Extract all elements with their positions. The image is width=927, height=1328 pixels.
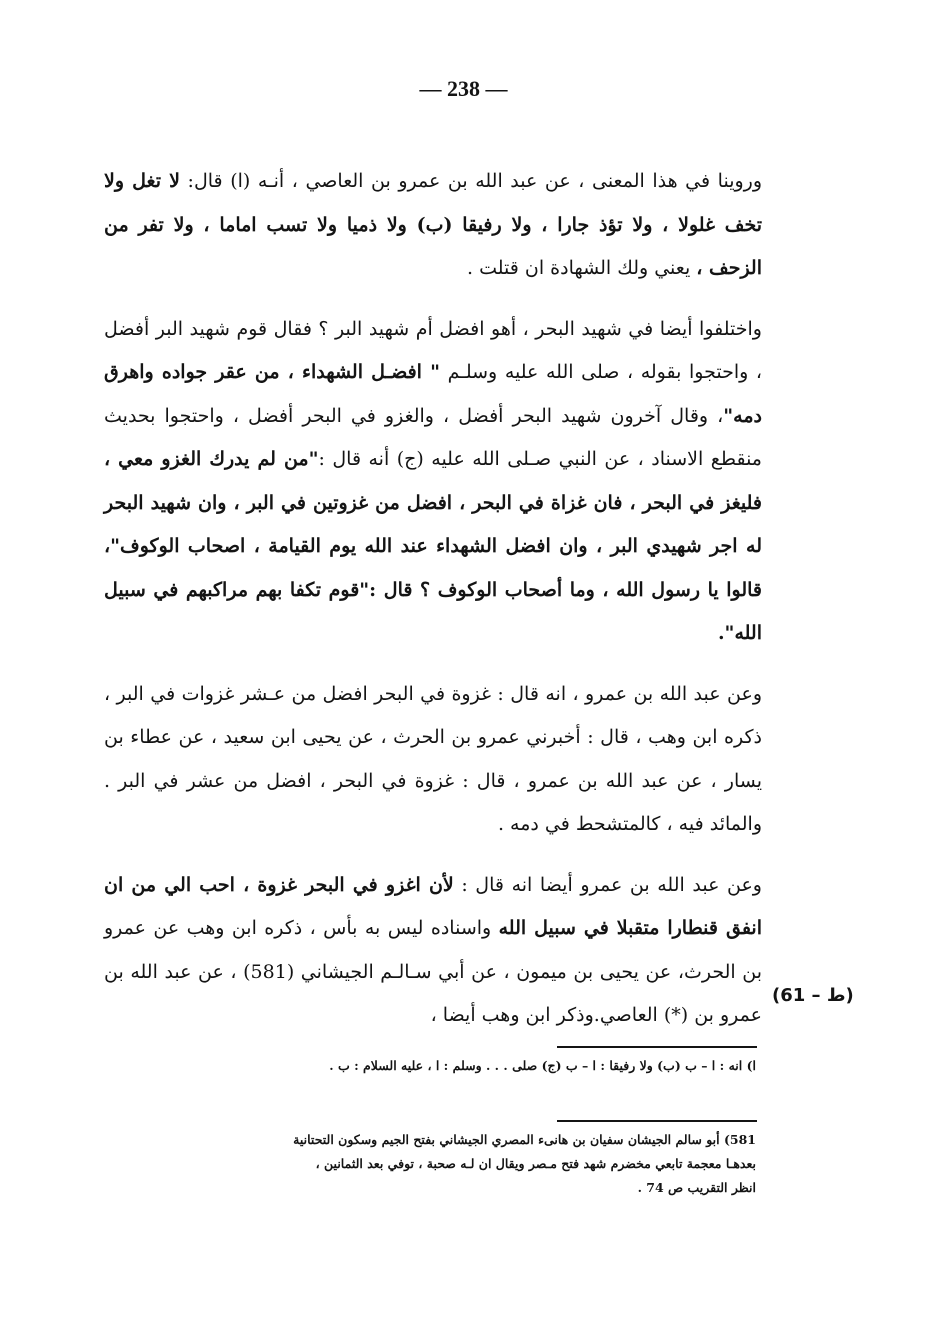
footnote-biography (104, 1128, 756, 1200)
hadith-quote: "من لم يدرك الغزو معي ، فليغز في البحر ، فان غزاة في البحر ، افضل من غزوتين في البر ، وان شهيد البحر له اجر شهيدي البر ، وان افضل الشهداء عند الله يوم القيامة ، اصحاب الوكوف"، قالوا يا رسول الله ، وما أصحاب الوكوف ؟ قال :"قوم تكفا بهم مراكبهم في سبيل الله". (104, 448, 762, 644)
footnote-divider (557, 1120, 757, 1122)
text-run: وروينا في هذا المعنى ، عن عبد الله بن عمرو بن العاصي ، أنـه (ا) قال: (179, 170, 763, 192)
text-run: وعن عبد الله بن عمرو أيضا انه قال : (453, 873, 762, 896)
footnote-line: انظر التقريب ص 74 . (637, 1180, 756, 1195)
margin-folio-note: (61 – ط) (772, 985, 854, 1006)
footnote-line: 581) أبو سالم الجيشان سفيان بن هانىء المصري الجيشاني بفتح الجيم وسكون التحتانية (293, 1132, 756, 1147)
text-run: يعني ولك الشهادة ان قتلت . (467, 257, 697, 279)
text-run: ، وقال آخرون شهيد البحر أفضل ، والغزو في البحر أفضل ، واحتجوا بحديث منقطع الاسناد ، عن النبي صـلى الله عليه (ج) أنه قال : (104, 404, 762, 470)
text-run: واسناده ليس به بأس ، ذكره ابن وهب عن عمرو بن الحرث، عن يحيى بن ميمون ، عن أبي سـالـم الجيشاني (581) ، عن عبد الله بن عمرو بن (*) العاصي.وذكر ابن وهب أيضا ، (104, 917, 762, 1026)
footnote-line: بعدهـا معجمة تابعي مخضرم شهد فتح مـصر ويقال ان لـه صحبة ، توفي بعد الثمانين ، (315, 1156, 756, 1171)
paragraph (104, 673, 762, 847)
footnote-variants: ا) انه : ا – ب (ب) ولا رفيقا : ا – ب (ج) صلى . . . وسلم : ا ، عليه السلام : ب . (329, 1058, 756, 1073)
page-number: — 238 — (419, 76, 508, 101)
text-run: وعن عبد الله بن عمرو ، انه قال : غزوة في البحر افضل من عـشر غزوات في البر ، ذكره ابن وهب ، قال : أخبرني عمرو بن الحرث ، عن يحيى ابن سعيد ، عن عطاء بن يسار ، عن عبد الله بن عمرو ، قال : غزوة في البحر ، افضل من عشر في البر . والمائد فيه ، كالمتشحط في دمه . (104, 682, 762, 835)
hadith-quote: لا تغل ولا تخف غلولا ، ولا تؤذ جارا ، ولا رفيقا (ب) ولا ذميا ولا تسب اماما ، ولا تفر من الزحف ، (104, 170, 762, 279)
paragraph (104, 864, 762, 1038)
footnote-divider (557, 1046, 757, 1048)
paragraph (104, 160, 762, 291)
paragraph (104, 308, 762, 656)
main-text (104, 160, 762, 1038)
hadith-quote: لأن اغزو في البحر غزوة ، احب الي من ان انفق قنطارا متقبلا في سبيل الله (104, 873, 762, 939)
hadith-quote: " افضـل الشهداء ، من عقر جواده واهرق دمه" (104, 361, 762, 427)
text-run: واختلفوا أيضا في شهيد البحر ، أهو افضل أم شهيد البر ؟ فقال قوم شهيد البر أفضل ، واحتجوا بقوله ، صلى الله عليه وسلـم (104, 317, 763, 383)
